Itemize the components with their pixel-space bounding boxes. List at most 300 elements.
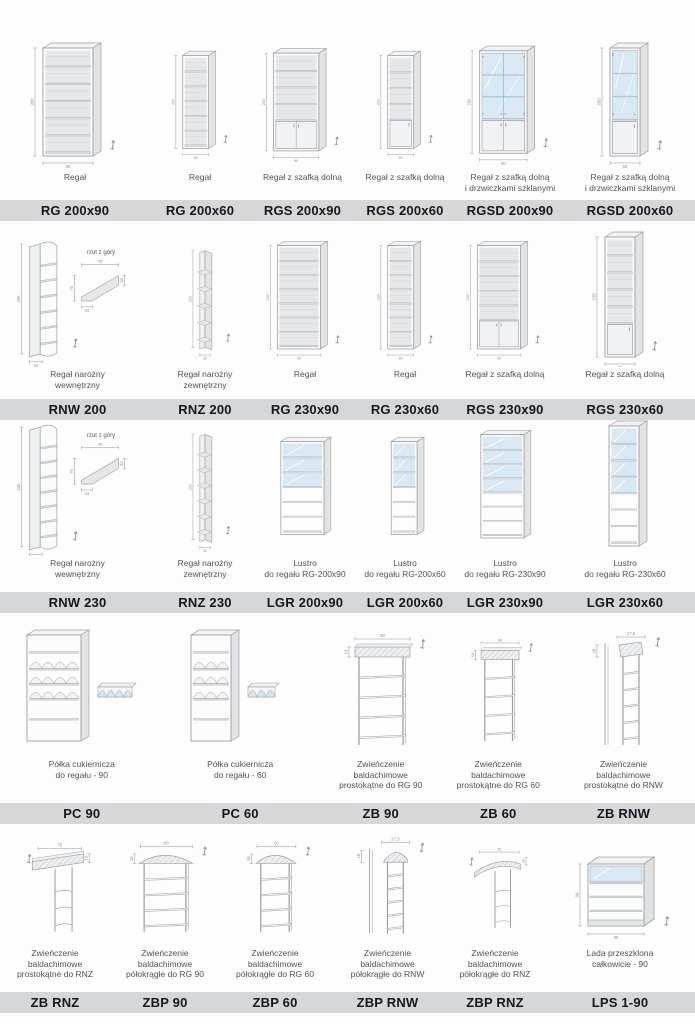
code-bar-segment	[545, 992, 695, 1013]
product-description-line: Półka cukiernicza	[207, 759, 274, 769]
product-cell-zbp-60	[220, 834, 330, 1013]
product-code: LGR 230x60	[586, 595, 664, 610]
product-description	[545, 946, 695, 988]
product-description	[0, 170, 150, 196]
north-arrow-icon	[426, 336, 435, 345]
product-code: PC 90	[63, 806, 101, 821]
drawing-lgr-200x90	[255, 420, 355, 556]
svg-text:18: 18	[469, 652, 475, 658]
svg-text:18: 18	[245, 856, 251, 861]
svg-text:rzut z góry: rzut z góry	[86, 248, 116, 256]
drawing-zbp-rnw	[330, 834, 445, 946]
product-code: RGS 200x90	[263, 203, 342, 218]
product-description-line: Zwieńczenie	[251, 948, 299, 958]
code-bar-segment	[355, 592, 455, 613]
product-cell-rnw-230	[0, 420, 155, 613]
svg-text:230: 230	[188, 484, 193, 491]
north-arrow-icon	[200, 847, 210, 857]
product-description-line: zewnętrzny	[183, 379, 227, 390]
svg-text:90: 90	[496, 356, 502, 361]
svg-text:18: 18	[591, 648, 597, 654]
drawing-rg-230x90	[255, 231, 355, 367]
product-drawing	[330, 834, 445, 946]
code-bar-segment	[164, 803, 317, 824]
product-drawing	[164, 627, 317, 757]
svg-text:34: 34	[84, 307, 90, 313]
product-description	[255, 367, 355, 395]
svg-text:70: 70	[68, 285, 74, 291]
product-description-line: Regał z szafką dolną	[590, 172, 670, 182]
product-drawing	[355, 229, 455, 367]
north-arrow-icon	[426, 135, 435, 144]
svg-text:60: 60	[193, 156, 198, 161]
product-cell-pc-60	[164, 627, 317, 824]
product-code: ZB RNW	[596, 806, 651, 821]
product-drawing	[0, 834, 110, 946]
product-code: RNZ 200	[178, 402, 232, 417]
svg-text:18: 18	[343, 649, 349, 655]
svg-text:60: 60	[274, 840, 279, 846]
product-code: RNW 230	[48, 595, 107, 610]
code-bar-segment	[0, 803, 164, 824]
product-cell-zb-rnw	[552, 627, 695, 824]
north-arrow-icon	[108, 140, 118, 150]
product-description-line: Zwieńczenie	[599, 759, 648, 769]
drawing-lps-1-90	[562, 834, 678, 946]
svg-text:34: 34	[33, 362, 39, 367]
svg-text:200: 200	[171, 98, 176, 106]
product-cell-rg-200x60	[150, 34, 250, 221]
drawing-rgsd-200x60	[572, 34, 688, 170]
code-bar-segment	[555, 399, 695, 420]
north-arrow-icon	[655, 140, 665, 150]
product-code: RNZ 230	[178, 595, 232, 610]
product-description	[355, 367, 455, 395]
product-description	[0, 556, 155, 588]
product-description-line: wewnętrzny	[55, 568, 100, 579]
svg-text:230: 230	[591, 293, 597, 301]
product-description-line: baldachimowe	[27, 958, 83, 969]
drawing-zbp-rnz	[445, 834, 545, 946]
product-code: LGR 200x60	[366, 595, 444, 610]
svg-text:230: 230	[466, 294, 471, 301]
product-drawing	[445, 627, 552, 757]
code-bar-segment	[445, 803, 552, 824]
product-description-line: półokrągłe do RNZ	[459, 969, 531, 979]
product-cell-rgsd-200x60	[565, 34, 695, 221]
product-description-line: Zwieńczenie	[363, 948, 412, 958]
svg-text:90: 90	[574, 892, 580, 898]
drawing-lgr-230x90	[455, 420, 555, 556]
product-code: ZBP RNZ	[466, 995, 524, 1010]
svg-text:60: 60	[398, 356, 403, 361]
north-arrow-icon	[221, 135, 230, 144]
product-description	[355, 170, 455, 196]
product-code: RGS 230x90	[466, 402, 544, 417]
product-description	[355, 556, 455, 588]
svg-text:90: 90	[294, 157, 299, 163]
drawing-zbp-90	[110, 834, 220, 946]
svg-text:230: 230	[376, 294, 381, 301]
code-bar-segment	[0, 992, 110, 1013]
north-arrow-icon	[70, 339, 80, 349]
product-description	[445, 757, 552, 799]
drawing-rgsd-200x90	[455, 34, 565, 170]
product-cell-lgr-200x60	[355, 420, 455, 613]
drawing-pc-60	[165, 627, 315, 757]
product-description	[155, 367, 255, 395]
product-description-line: Regał	[188, 172, 212, 182]
product-drawing	[455, 34, 565, 170]
product-description-line: Regał narożny	[50, 558, 105, 568]
product-description-line: półokrągłe do RNW	[350, 969, 425, 979]
north-arrow-icon	[332, 137, 341, 146]
product-code: LPS 1-90	[591, 995, 649, 1010]
product-cell-zbp-rnw	[330, 834, 445, 1013]
product-description-line: prostokątne do RG 90	[339, 780, 423, 790]
product-description-line: półokrągłe do RG 60	[236, 969, 314, 979]
product-description	[330, 946, 445, 988]
svg-text:60: 60	[497, 637, 502, 643]
drawing-rgs-200x60	[355, 34, 455, 170]
product-code: RGS 200x60	[366, 203, 444, 218]
product-drawing	[0, 420, 155, 556]
product-description-line: Zwieńczenie	[474, 759, 522, 769]
north-arrow-icon	[653, 637, 663, 647]
north-arrow-icon	[303, 847, 313, 857]
product-cell-lps-1-90	[545, 834, 695, 1013]
product-cell-rgs-230x90	[455, 229, 555, 420]
product-cell-pc-90	[0, 627, 164, 824]
north-arrow-icon	[650, 341, 660, 351]
svg-text:70: 70	[97, 258, 103, 264]
product-description-line: prostokątne do RNW	[584, 780, 663, 790]
product-description-line: wewnętrzny	[55, 379, 100, 390]
product-row	[0, 221, 695, 420]
product-description-line: Regał narożny	[177, 558, 233, 568]
product-description	[555, 556, 695, 588]
product-code: LGR 200x90	[266, 595, 344, 610]
code-bar-segment	[455, 200, 565, 221]
svg-text:200: 200	[260, 98, 266, 106]
product-cell-zbp-rnz	[445, 834, 545, 1013]
product-description-line: Regał	[393, 369, 417, 379]
code-bar-segment	[445, 992, 545, 1013]
product-cell-zb-90	[317, 627, 445, 824]
product-code: ZB RNZ	[30, 995, 80, 1010]
product-drawing	[250, 34, 355, 170]
svg-text:200: 200	[466, 98, 472, 106]
product-row	[0, 420, 695, 613]
product-description-line: całkowicie - 90	[592, 958, 648, 969]
code-bar-segment	[555, 592, 695, 613]
code-bar-segment	[355, 200, 455, 221]
product-code: RG 200x60	[165, 203, 235, 218]
product-cell-lgr-200x90	[255, 420, 355, 613]
drawing-rnz-200	[155, 231, 255, 367]
svg-text:90: 90	[296, 356, 302, 361]
product-description-line: Półka cukiernicza	[48, 759, 115, 769]
product-drawing	[255, 229, 355, 367]
product-description-line: do regału RG-200x60	[364, 568, 446, 579]
product-code: RG 230x90	[270, 402, 340, 417]
svg-text:34: 34	[84, 491, 90, 497]
drawing-rgs-230x60	[567, 231, 683, 367]
product-drawing	[445, 834, 545, 946]
svg-text:90: 90	[379, 633, 385, 639]
product-drawing	[0, 627, 164, 757]
product-cell-rnw-200	[0, 229, 155, 420]
product-drawing	[552, 627, 695, 757]
north-arrow-icon	[526, 643, 536, 652]
code-bar-segment	[565, 200, 695, 221]
code-bar-segment	[330, 992, 445, 1013]
north-arrow-icon	[417, 843, 427, 853]
product-description	[455, 367, 555, 395]
svg-text:34: 34	[119, 461, 125, 466]
svg-text:60: 60	[398, 156, 403, 161]
product-drawing	[155, 420, 255, 556]
svg-text:rzut z góry: rzut z góry	[86, 431, 116, 439]
product-cell-rnz-230	[155, 420, 255, 613]
code-bar-segment	[355, 399, 455, 420]
north-arrow-icon	[224, 334, 233, 343]
svg-text:90: 90	[501, 160, 506, 166]
product-description	[164, 757, 317, 799]
svg-text:200: 200	[596, 98, 602, 106]
product-description	[110, 946, 220, 988]
product-code: RGSD 200x60	[586, 203, 674, 218]
product-cell-rgsd-200x90	[455, 34, 565, 221]
code-bar-segment	[552, 803, 695, 824]
svg-text:230: 230	[16, 483, 22, 491]
product-description	[552, 757, 695, 799]
product-description-line: baldachimowe	[360, 958, 415, 969]
product-code: PC 60	[221, 806, 259, 821]
product-code: RGSD 200x90	[466, 203, 554, 218]
product-code: ZBP RNW	[356, 995, 419, 1010]
drawing-zb-60	[445, 627, 552, 757]
north-arrow-icon	[333, 336, 342, 345]
drawing-lgr-200x60	[355, 420, 455, 556]
drawing-rgs-230x90	[455, 231, 555, 367]
product-description-line: baldachimowe	[471, 769, 526, 780]
product-cell-zb-60	[445, 627, 552, 824]
svg-text:200: 200	[188, 295, 193, 303]
drawing-rnz-230	[155, 420, 255, 556]
product-description-line: Regał narożny	[50, 369, 105, 379]
product-description-line: Lustro	[613, 558, 637, 568]
product-cell-zb-rnz	[0, 834, 110, 1013]
product-description	[317, 757, 445, 799]
code-bar-segment	[220, 992, 330, 1013]
product-drawing	[555, 420, 695, 556]
product-drawing	[155, 229, 255, 367]
drawing-zbp-60	[220, 834, 330, 946]
product-description	[250, 170, 355, 196]
code-bar-segment	[250, 200, 355, 221]
product-code: RG 200x90	[40, 203, 110, 218]
product-description	[0, 757, 164, 799]
svg-text:34: 34	[119, 278, 125, 283]
drawing-lgr-230x60	[567, 420, 683, 556]
product-cell-rgs-230x60	[555, 229, 695, 420]
product-description-line: do regału - 60	[213, 769, 267, 780]
product-description-line: zewnętrzny	[183, 568, 227, 579]
svg-text:18: 18	[83, 855, 89, 861]
north-arrow-icon	[662, 916, 672, 926]
code-bar-segment	[155, 592, 255, 613]
product-drawing	[220, 834, 330, 946]
code-bar-segment	[0, 200, 150, 221]
product-description-line: baldachimowe	[596, 769, 651, 780]
north-arrow-icon	[541, 138, 551, 148]
drawing-zb-rnw	[565, 627, 681, 757]
north-arrow-icon	[417, 639, 427, 649]
product-description	[0, 946, 110, 988]
product-cell-rg-230x60	[355, 229, 455, 420]
product-description-line: baldachimowe	[467, 958, 523, 969]
product-code: ZB 90	[362, 806, 399, 821]
product-cell-rg-200x90	[0, 34, 150, 221]
svg-text:90: 90	[65, 164, 71, 170]
drawing-rg-200x90	[17, 34, 133, 170]
product-description-line: Regał z szafką dolną	[465, 369, 545, 379]
product-description-line: Regał z szafką dolną	[263, 172, 342, 182]
product-description-line: do regału RG-230x60	[584, 568, 666, 579]
product-description-line: Lustro	[293, 558, 317, 568]
product-description-line: prostokątne do RNZ	[16, 969, 94, 979]
product-description-line: baldachimowe	[137, 958, 193, 969]
code-bar-segment	[455, 592, 555, 613]
svg-text:27,5: 27,5	[627, 631, 636, 637]
product-description-line: Lustro	[493, 558, 517, 568]
product-drawing	[0, 229, 155, 367]
svg-text:60: 60	[622, 164, 628, 170]
product-cell-rgs-200x60	[355, 34, 455, 221]
product-drawing	[150, 34, 250, 170]
product-description-line: Zwieńczenie	[357, 759, 405, 769]
svg-text:230: 230	[266, 294, 271, 301]
code-bar-segment	[155, 399, 255, 420]
product-description	[220, 946, 330, 988]
product-description	[0, 367, 155, 395]
product-drawing	[455, 420, 555, 556]
svg-text:18: 18	[129, 856, 135, 861]
product-description-line: do regału - 90	[55, 769, 108, 780]
product-code: RG 230x60	[370, 402, 440, 417]
svg-text:90: 90	[164, 840, 169, 846]
svg-text:200: 200	[29, 98, 35, 106]
product-drawing	[455, 229, 555, 367]
product-cell-rgs-200x90	[250, 34, 355, 221]
north-arrow-icon	[224, 526, 233, 535]
product-description-line: prostokątne do RG 60	[456, 780, 540, 790]
product-code: RNW 200	[48, 402, 107, 417]
product-description	[255, 556, 355, 588]
product-description-line: Lada przeszklona	[586, 948, 654, 958]
code-bar-segment	[0, 592, 155, 613]
drawing-pc-90	[7, 627, 157, 757]
north-arrow-icon	[70, 532, 80, 542]
product-description	[565, 170, 695, 196]
product-description-line: Regał	[293, 369, 317, 379]
svg-text:34: 34	[202, 548, 208, 553]
code-bar-segment	[110, 992, 220, 1013]
code-bar-segment	[255, 592, 355, 613]
product-description-line: baldachimowe	[247, 958, 303, 969]
product-description-line: Zwieńczenie	[31, 948, 79, 958]
product-row	[0, 613, 695, 824]
svg-text:75: 75	[57, 842, 63, 848]
product-cell-rg-230x90	[255, 229, 355, 420]
drawing-zb-90	[323, 627, 439, 757]
product-description-line: Regał z szafką dolną	[365, 172, 445, 182]
drawing-rgs-200x90	[250, 34, 355, 170]
svg-text:200: 200	[16, 295, 22, 303]
product-description	[150, 170, 250, 196]
product-description-line: Zwieńczenie	[471, 948, 519, 958]
product-description-line: Regał narożny	[177, 369, 233, 379]
product-row	[0, 0, 695, 221]
product-description	[155, 556, 255, 588]
product-drawing	[355, 420, 455, 556]
drawing-zb-rnz	[0, 834, 110, 946]
product-drawing	[565, 34, 695, 170]
product-description-line: Zwieńczenie	[141, 948, 189, 958]
product-description-line: i drzwiczkami szklanymi	[464, 182, 556, 193]
product-drawing	[110, 834, 220, 946]
svg-text:200: 200	[376, 98, 381, 106]
code-bar-segment	[150, 200, 250, 221]
product-drawing	[355, 34, 455, 170]
code-bar-segment	[0, 399, 155, 420]
svg-text:70: 70	[68, 468, 74, 474]
product-cell-rnz-200	[155, 229, 255, 420]
svg-text:90: 90	[613, 935, 619, 941]
product-description-line: baldachimowe	[353, 769, 408, 780]
code-bar-segment	[455, 399, 555, 420]
product-description	[555, 367, 695, 395]
product-cell-zbp-90	[110, 834, 220, 1013]
product-description	[455, 556, 555, 588]
product-code: RGS 230x60	[586, 402, 664, 417]
north-arrow-icon	[533, 336, 542, 345]
product-row	[0, 824, 695, 1013]
product-drawing	[555, 229, 695, 367]
product-description-line: do regału RG-230x90	[464, 568, 546, 579]
product-cell-lgr-230x90	[455, 420, 555, 613]
north-arrow-icon	[467, 858, 476, 867]
code-bar-segment	[255, 399, 355, 420]
drawing-rg-230x60	[355, 231, 455, 367]
product-description-line: Regał	[63, 172, 87, 182]
product-description-line: i drzwiczkami szklanymi	[584, 182, 676, 193]
product-description-line: Lustro	[393, 558, 417, 568]
svg-text:34: 34	[202, 356, 208, 361]
product-description-line: półokrągłe do RG 90	[126, 969, 204, 979]
product-description	[455, 170, 565, 196]
svg-text:18: 18	[356, 853, 362, 859]
product-code: ZBP 90	[142, 995, 188, 1010]
product-drawing	[545, 834, 695, 946]
product-description	[445, 946, 545, 988]
product-code: ZBP 60	[252, 995, 298, 1010]
product-drawing	[255, 420, 355, 556]
product-description-line: Regał z szafką dolną	[585, 369, 665, 379]
svg-text:75: 75	[497, 847, 502, 852]
drawing-rg-200x60	[150, 34, 250, 170]
